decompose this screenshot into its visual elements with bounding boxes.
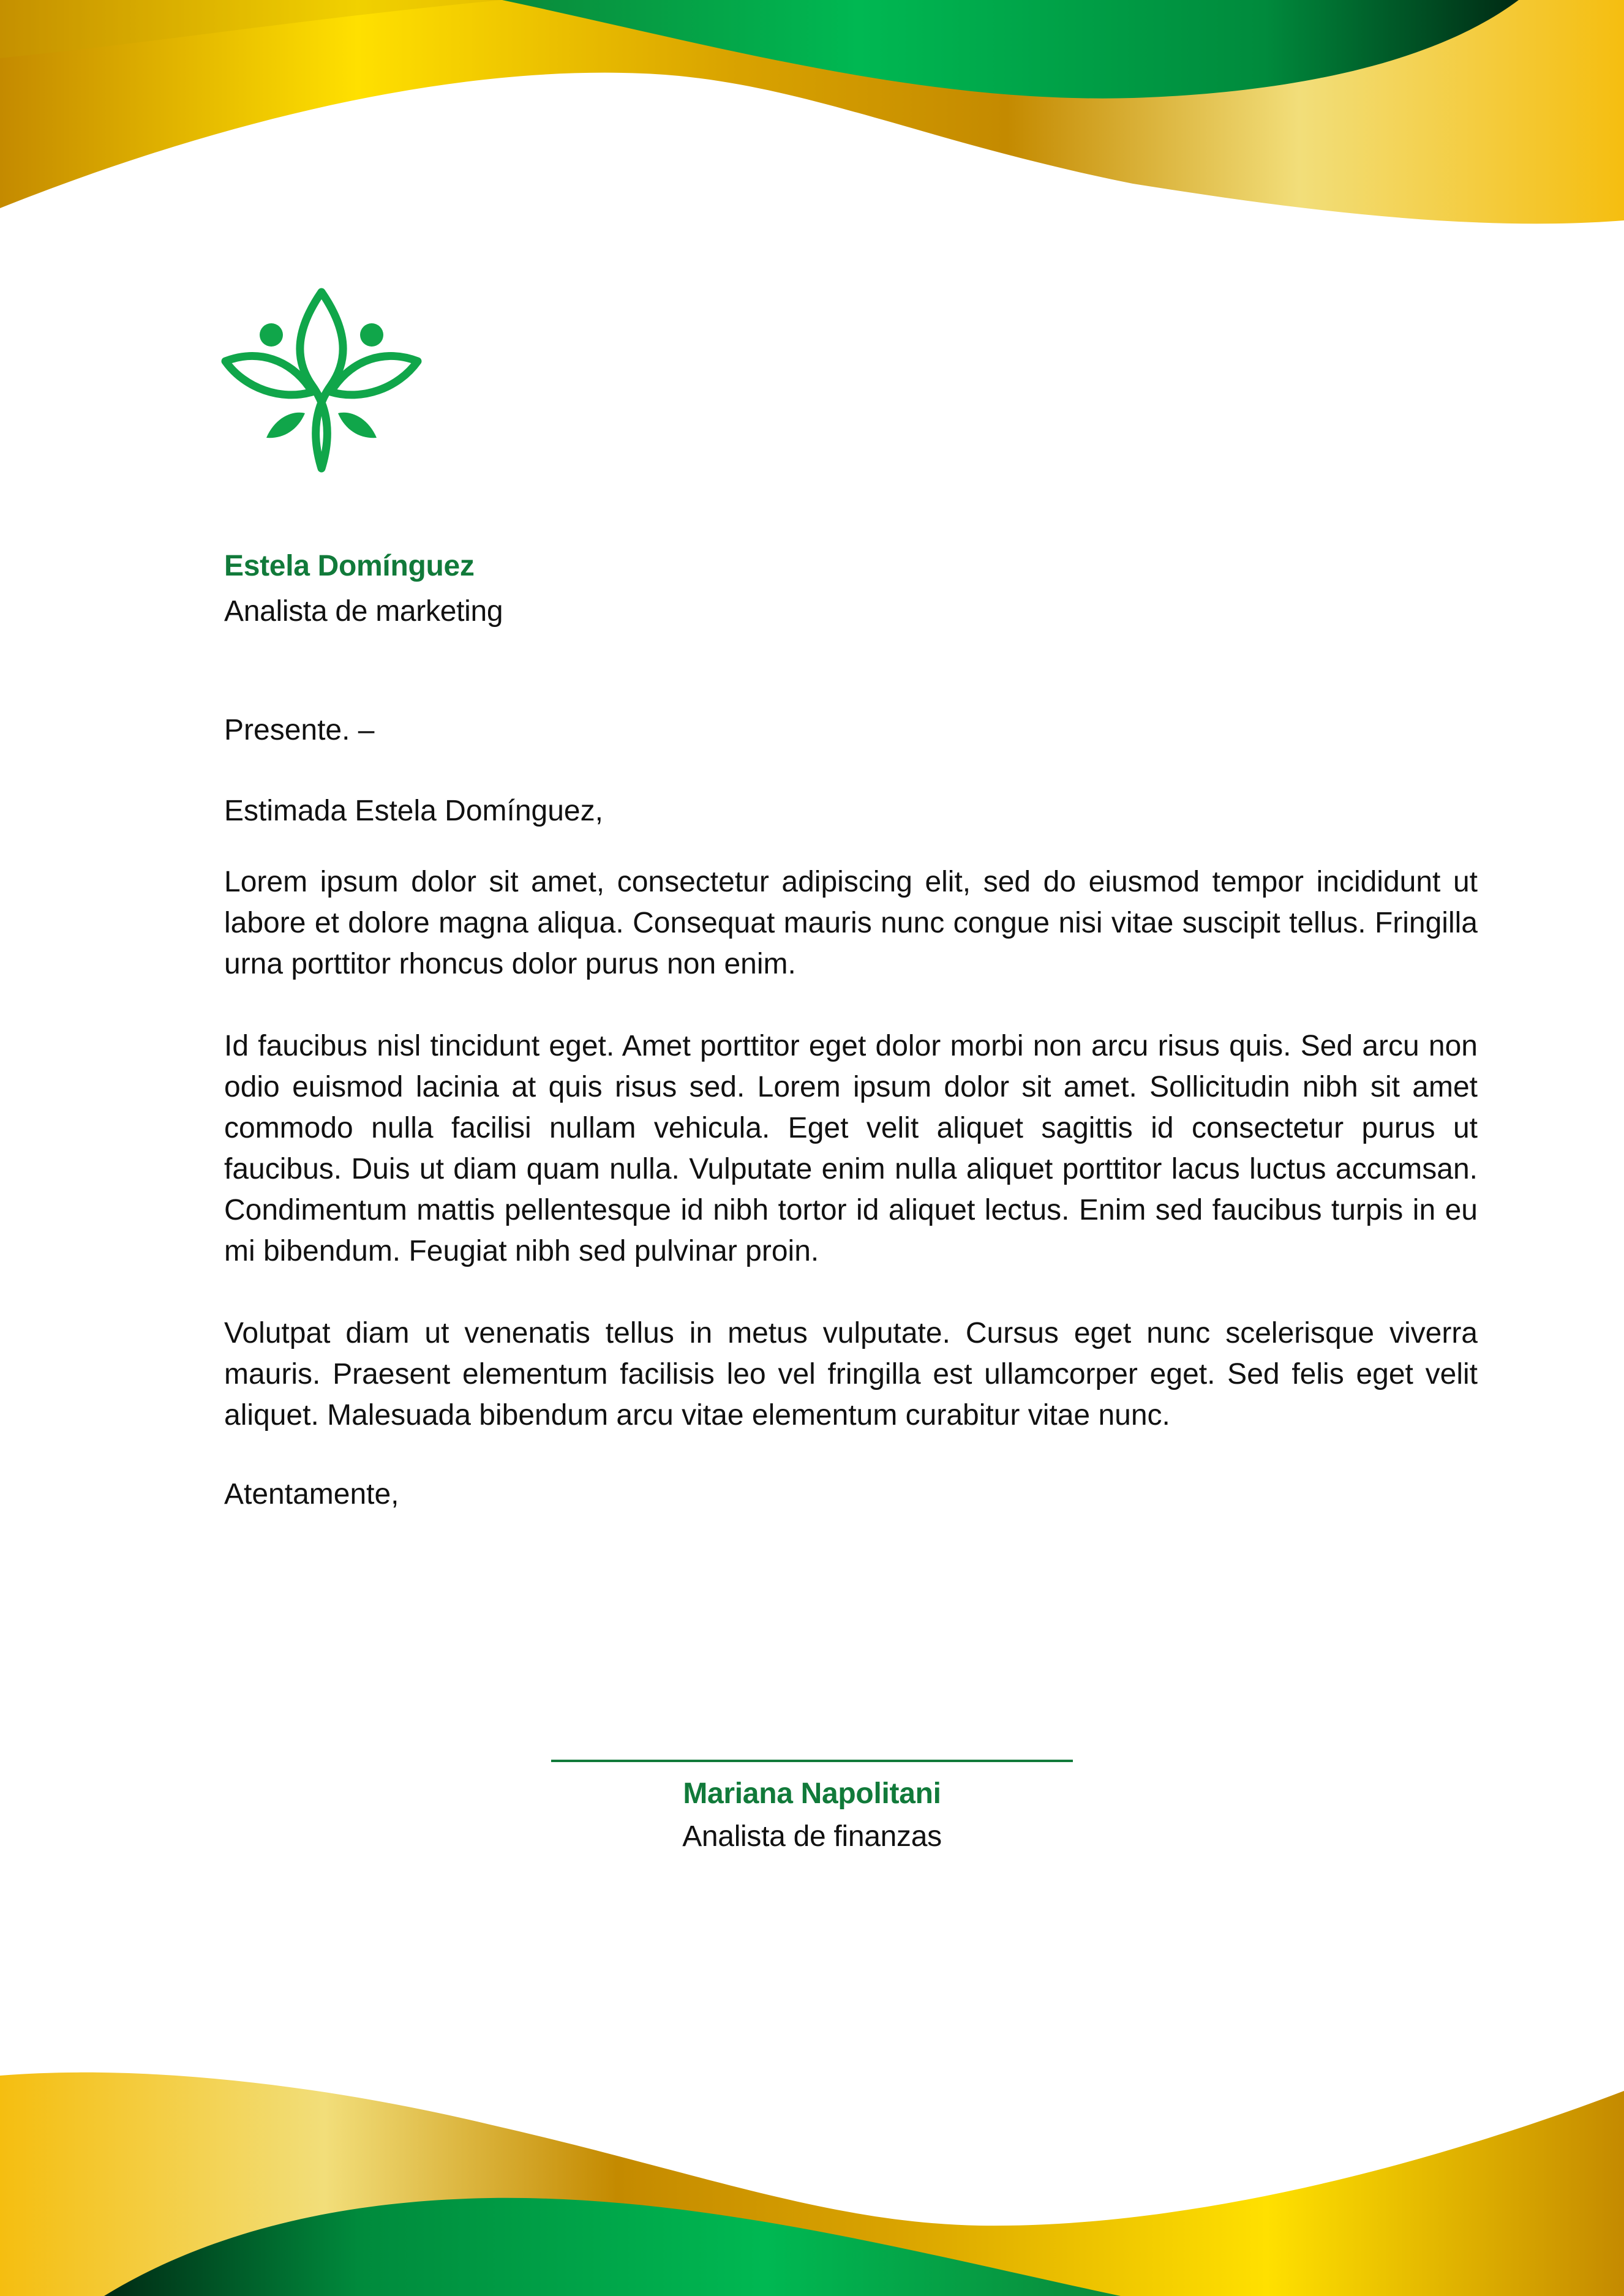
recipient-role: Analista de marketing [224,595,503,628]
letter-body [224,861,1478,1477]
leaf-people-logo-icon [220,285,423,478]
salutation-line: Estimada Estela Domínguez, [224,795,603,827]
recipient-block [224,547,503,634]
body-paragraph: Volutpat diam ut venenatis tellus in metus vulputate. Cursus eget nunc scelerisque viverra mauris. Praesent elementum facilisis leo vel fringilla est ullamcorper eget. Sed felis eget velit aliquet. Malesuada bibendum arcu vitae elementum curabitur vitae nunc. [224,1317,1478,1431]
signature-line [551,1760,1073,1762]
signature-role: Analista de finanzas [682,1820,942,1853]
body-paragraph: Lorem ipsum dolor sit amet, consectetur adipiscing elit, sed do eiusmod tempor incididunt ut labore et dolore magna aliqua. Consequat mauris nunc congue nisi vitae suscipit tellus. Fringilla urna porttitor rhoncus dolor purus non enim. [224,866,1478,980]
bottom-wave-banner-decoration [0,2063,1624,2296]
signature-block [551,1760,1073,1856]
top-wave-banner-decoration [0,0,1624,233]
presente-line: Presente. – [224,714,375,746]
signature-name: Mariana Napolitani [683,1777,941,1810]
body-paragraph: Id faucibus nisl tincidunt eget. Amet porttitor eget dolor morbi non arcu risus quis. Sed arcu non odio euismod lacinia at quis risus sed. Lorem ipsum dolor sit amet. Sollicitudin nibh sit amet commodo nulla facilisi nullam vehicula. Eget velit aliquet sagittis id consectetur purus ut faucibus. Duis ut diam quam nulla. Vulputate enim nulla aliquet porttitor lacus luctus accumsan. Condimentum mattis pellentesque id nibh tortor id aliquet lectus. Enim sed faucibus turpis in eu mi bibendum. Feugiat nibh sed pulvinar proin. [224,1030,1478,1267]
recipient-name: Estela Domínguez [224,550,475,582]
closing-line: Atentamente, [224,1478,399,1510]
